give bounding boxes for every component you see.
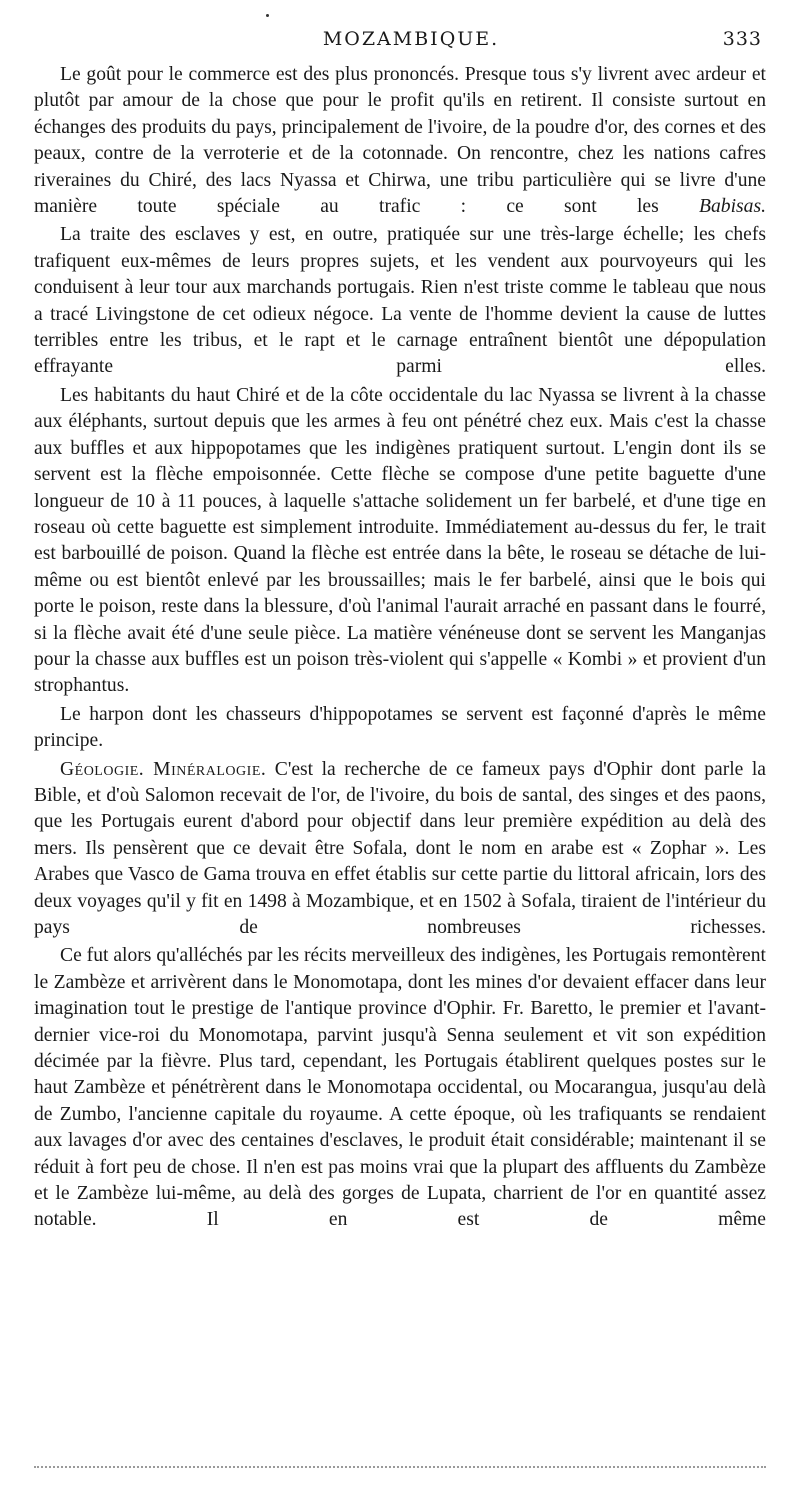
printer-mark: [266, 14, 269, 17]
paragraph-geology: [34, 757, 766, 942]
paragraph-geology-text: C'est la recherche de ce fameux pays d'Ophir dont parle la Bible, et d'où Salomon recevait de l'or, de l'ivoire, du bois de santal, des singes et des paons, que les Portugais eurent d'abord pour objectif dans leur première expédition au delà des mers. Ils pensèrent que ce devait être Sofala, dont le nom en arabe est « Zophar ». Les Arabes que Vasco de Gama trouva en effet établis sur cette partie du littoral africain, lors des deux voyages qu'il y fit en 1498 à Mozambique, et en 1502 à Sofala, tiraient de l'intérieur du pays de nombreuses richesses.: [34, 758, 766, 938]
tribe-name-babisas: Babisas.: [699, 196, 766, 218]
page-number: 333: [722, 28, 762, 50]
paragraph-monomotapa: Ce fut alors qu'alléchés par les récits merveilleux des indigènes, les Portugais remontèrent le Zambèze et arrivèrent dans le Monomotapa, dont les mines d'or devaient effacer dans leur imagination tout le prestige de l'antique province d'Ophir. Fr. Baretto, le premier et l'avant-dernier vice-roi du Monomotapa, parvint jusqu'à Senna seulement et vit son expédition décimée par la fièvre. Plus tard, cependant, les Portugais établirent quelques postes sur le haut Zambèze et pénétrèrent dans le Monomotapa occidental, ou Mocarangua, jusqu'au delà de Zumbo, l'ancienne capitale du royaume. A cette époque, où les trafiquants se rendaient aux lavages d'or avec des centaines d'esclaves, le produit était considérable; maintenant il se réduit à fort peu de chose. Il n'en est pas moins vrai que la plupart des affluents du Zambèze et le Zambèze lui-même, au delà des gorges de Lupata, charrient de l'or en quantité assez notable. Il en est de même: [34, 945, 766, 1231]
running-title: MOZAMBIQUE.: [322, 28, 500, 50]
paragraph-commerce-text: Le goût pour le commerce est des plus prononcés. Presque tous s'y livrent avec ardeur et plutôt par amour de la chose que pour le profit qu'ils en retirent. Il consiste surtout en échanges des produits du pays, principalement de l'ivoire, de la poudre d'or, des cornes et des peaux, contre de la verroterie et de la cotonnade. On rencontre, chez les nations cafres riveraines du Chiré, des lacs Nyassa et Chirwa, une tribu particulière qui se livre d'une manière toute spéciale au trafic : ce sont les: [34, 64, 766, 218]
paragraph-slave-trade: La traite des esclaves y est, en outre, pratiquée sur une très-large échelle; les chefs trafiquent eux-mêmes de leurs propres sujets, et les vendent aux pourvoyeurs qui les conduisent à leur tour aux marchands portugais. Rien n'est triste comme le tableau que nous a tracé Livingstone de cet odieux négoce. La vente de l'homme devient la cause de luttes terribles entre les tribus, et le rapt et le carnage entraînent bientôt une dépopulation effrayante parmi elles.: [34, 224, 766, 378]
paragraph-hunting: Les habitants du haut Chiré et de la côte occidentale du lac Nyassa se livrent à la chasse aux éléphants, surtout depuis que les armes à feu ont pénétré chez eux. Mais c'est la chasse aux buffles et aux hippopotames que les indigènes pratiquent surtout. L'engin dont ils se servent est la flèche empoisonnée. Cette flèche se compose d'une petite baguette d'une longueur de 10 à 11 pouces, à laquelle s'attache solidement un fer barbelé, et d'une tige en roseau où cette baguette est simplement introduite. Immédiatement au-dessus du fer, le trait est barbouillé de poison. Quand la flèche est entrée dans la bête, le roseau se détache de lui-même ou est bientôt enlevé par les broussailles; mais le fer barbelé, ainsi que le bois qui porte le poison, reste dans la blessure, d'où l'animal l'aurait arraché en passant dans le fourré, si la flèche avait été d'une seule pièce. La matière vénéneuse dont se servent les Manganjas pour la chasse aux buffles est un poison très-violent qui s'appelle « Kombi » et provient d'un strophantus.: [34, 384, 766, 697]
paragraph-harpoon: Le harpon dont les chasseurs d'hippopotames se servent est façonné d'après le même principe.: [34, 703, 766, 752]
section-heading-geologie-mineralogie: Géologie. Minéralogie.: [60, 758, 267, 780]
footer-dotted-rule: [34, 1466, 766, 1468]
paragraph-commerce: [34, 62, 766, 220]
running-head: [60, 28, 762, 56]
body-text: [34, 62, 766, 1234]
